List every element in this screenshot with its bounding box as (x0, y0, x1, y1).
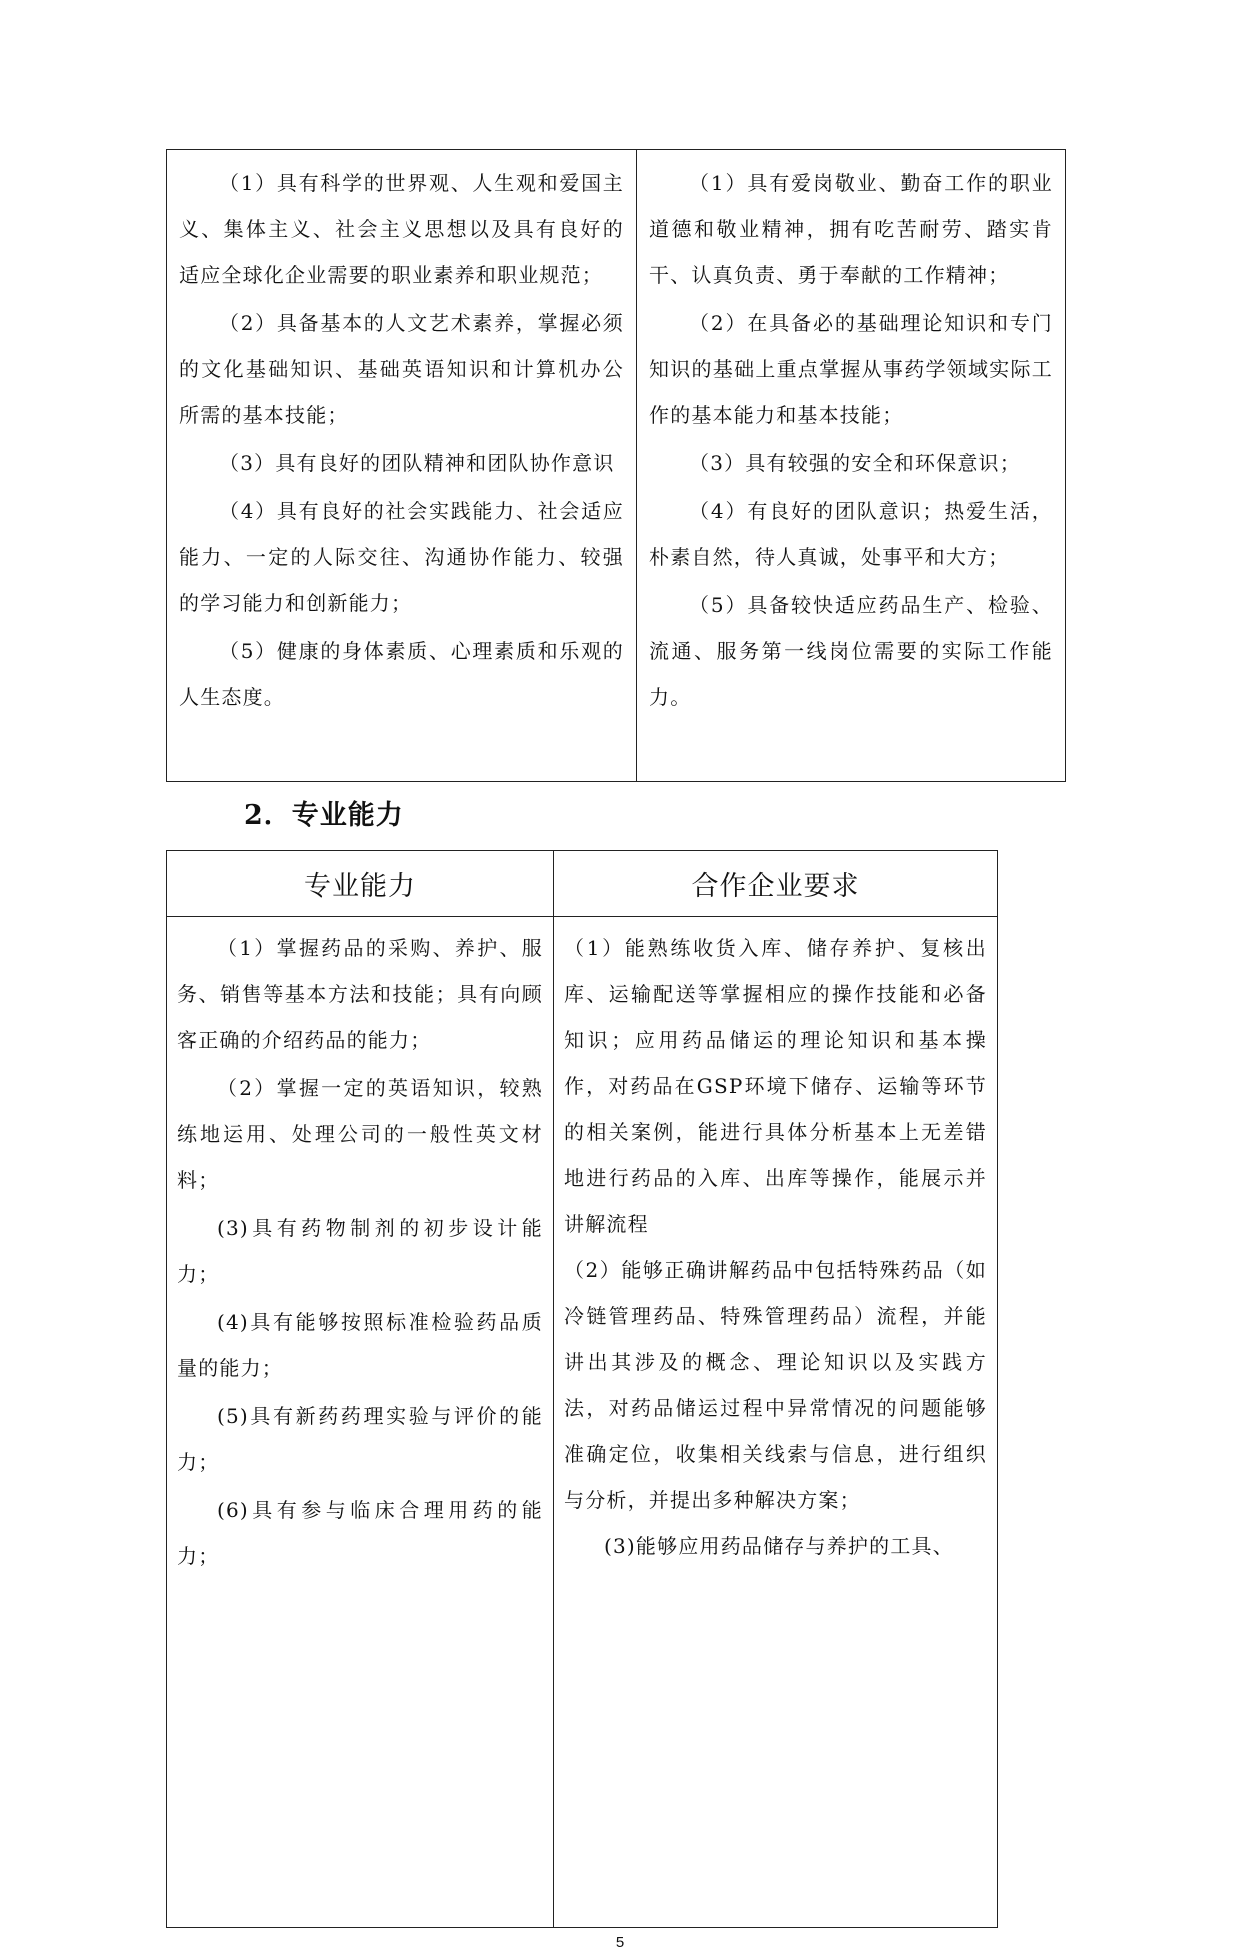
table2-left-item-2: （2）掌握一定的英语知识，较熟练地运用、处理公司的一般性英文材料； (177, 1076, 543, 1192)
table1-left-item-3: （3）具有良好的团队精神和团队协作意识 (219, 451, 615, 475)
table2-left-cell (167, 917, 554, 1927)
table2-left-item-4: (4)具有能够按照标准检验药品质量的能力； (177, 1310, 543, 1380)
table1-left-cell (167, 150, 637, 781)
table1-right-item-3: （3）具有较强的安全和环保意识； (689, 451, 1021, 475)
table1-left-item-4: （4）具有良好的社会实践能力、社会适应能力、一定的人际交往、沟通协作能力、较强的学习能力和创新能力； (179, 499, 624, 615)
table1-left-item-2: （2）具备基本的人文艺术素养，掌握必须的文化基础知识、基础英语知识和计算机办公所需的基本技能； (179, 311, 624, 427)
table1-right-item-4: （4）有良好的团队意识；热爱生活，朴素自然，待人真诚，处事平和大方； (649, 499, 1053, 569)
table2-right-item-3: (3)能够应用药品储存与养护的工具、 (604, 1534, 954, 1558)
table2-right-item-1: （1）能熟练收货入库、储存养护、复核出库、运输配送等掌握相应的操作技能和必备知识；应用药品储运的理论知识和基本操作，对药品在GSP环境下储存、运输等环节的相关案例，能进行具体分析基本上无差错地进行药品的入库、出库等操作，能展示并讲解流程 (564, 936, 987, 1236)
table1-right-item-1: （1）具有爱岗敬业、勤奋工作的职业道德和敬业精神，拥有吃苦耐劳、踏实肯干、认真负责、勇于奉献的工作精神； (649, 171, 1053, 287)
table2-left-item-1: （1）掌握药品的采购、养护、服务、销售等基本方法和技能；具有向顾客正确的介绍药品的能力； (177, 936, 543, 1052)
table1-right-item-5: （5）具备较快适应药品生产、检验、流通、服务第一线岗位需要的实际工作能力。 (649, 593, 1053, 709)
table1-left-item-5: （5）健康的身体素质、心理素质和乐观的人生态度。 (179, 639, 624, 709)
table2-right-cell (554, 917, 997, 1927)
table1-left-item-1: （1）具有科学的世界观、人生观和爱国主义、集体主义、社会主义思想以及具有良好的适应全球化企业需要的职业素养和职业规范； (179, 171, 624, 287)
section-heading: 2．专业能力 (244, 800, 404, 831)
table2-left-item-6: (6)具有参与临床合理用药的能力； (177, 1498, 543, 1568)
table2-left-item-5: (5)具有新药药理实验与评价的能力； (177, 1404, 543, 1474)
table1-right-item-2: （2）在具备必的基础理论知识和专门知识的基础上重点掌握从事药学领域实际工作的基本能力和基本技能； (649, 311, 1053, 427)
professional-ability-table (166, 850, 998, 1928)
table2-header-enterprise-requirements: 合作企业要求 (554, 851, 997, 917)
quality-requirements-table (166, 149, 1066, 782)
page-number: 5 (615, 1934, 625, 1951)
table1-right-cell (637, 150, 1065, 781)
table2-right-item-2: （2）能够正确讲解药品中包括特殊药品（如冷链管理药品、特殊管理药品）流程，并能讲出其涉及的概念、理论知识以及实践方法，对药品储运过程中异常情况的问题能够准确定位，收集相关线索与信息，进行组织与分析，并提出多种解决方案； (564, 1258, 987, 1512)
table2-header-professional-ability: 专业能力 (167, 851, 554, 917)
table2-left-item-3: (3)具有药物制剂的初步设计能力； (177, 1216, 543, 1286)
